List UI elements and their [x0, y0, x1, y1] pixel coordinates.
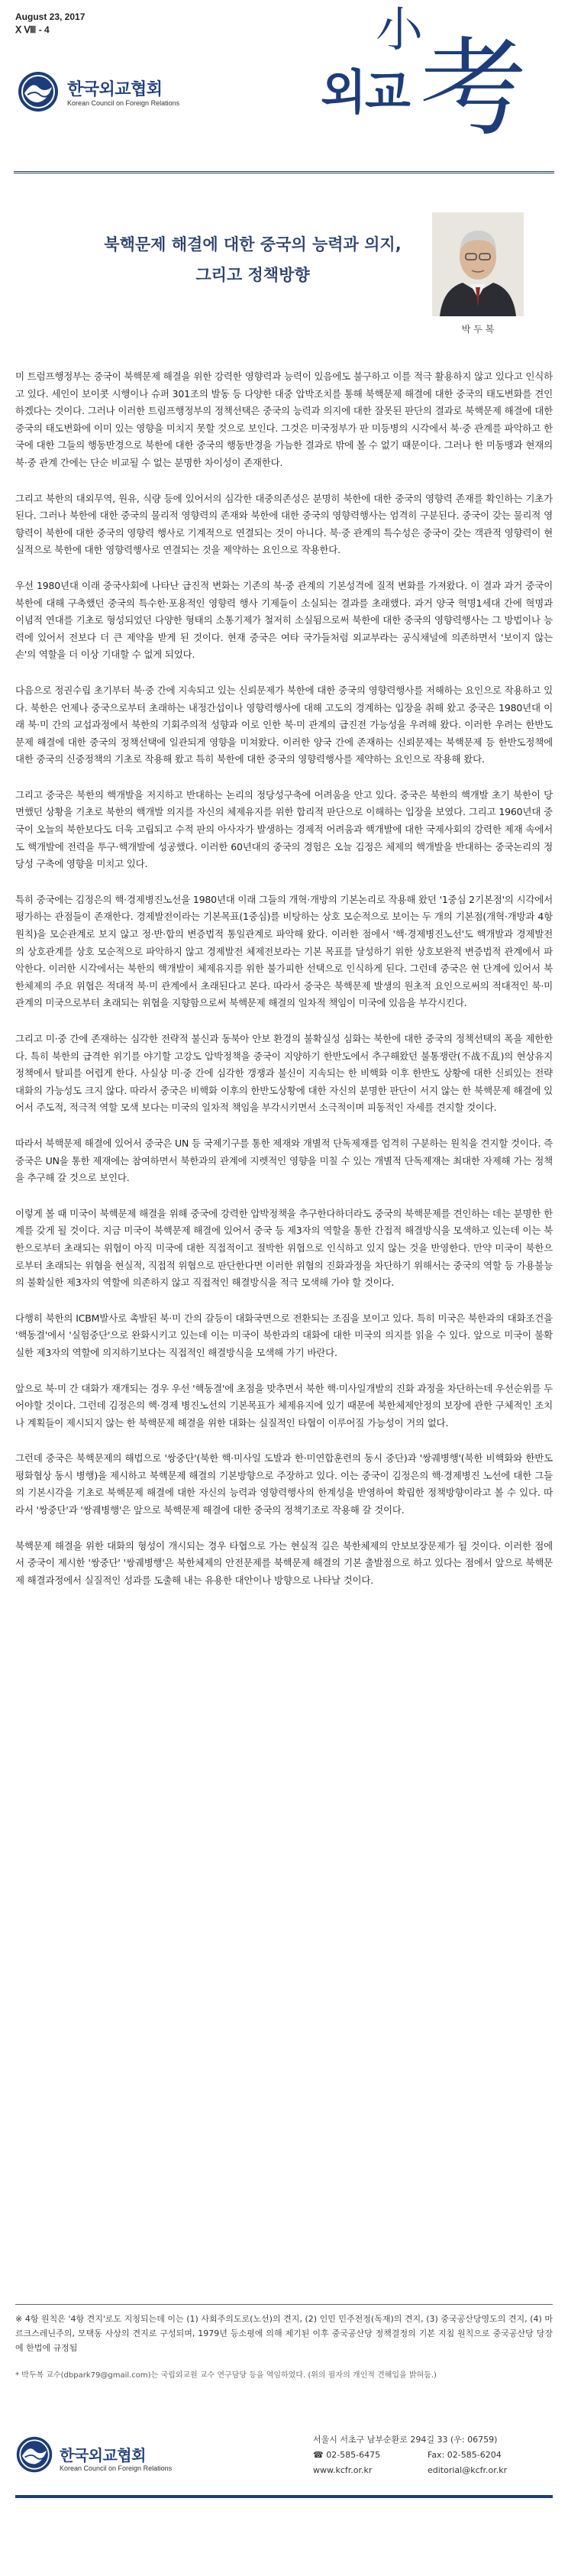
publication-brand [305, 2, 557, 151]
org-name: 한국외교협회 [67, 80, 163, 99]
article-paragraph: 다행히 북한의 ICBM발사로 촉발된 북·미 간의 갈등이 대화국면으로 전환되는 조짐을 보이고 있다. 특히 미국은 북한과의 대화조건을 '핵동결'에서 '실험중단'으로 완화시키고 있는데 이는 미국이 북한과의 대화에 대한 미국의 의지를 읽을 수 있다. 앞으로 미국이 불확실한 제3자의 역할에 의지하기보다는 직접적인 해결방식을 모색해 가기 바란다. [15, 1312, 553, 1358]
footer-web-email-row [313, 2463, 557, 2478]
org-english-name: Korean Council on Foreign Relations [67, 99, 180, 107]
article-paragraph: 특히 중국에는 김정은의 핵·경제병진노선을 1980년대 이래 그들의 개혁·개방의 기본논리로 작용해 왔던 '1중심 2기본점'의 시각에서 평가하는 관점들이 존재한다. 경제발전이라는 기본목표(1중심)를 비탕하는 상호 모순적으로 보이는 두 개의 기본점(개혁·개방과 4항 원칙)을 모순관계로 보지 않고 정·반·합의 변증법적 통일관계로 파악해 왔다. 이러한 점에서 '핵·경제병진노선'도 핵개발과 경제발전의 상호관계를 상호 모순적으로 파악하지 않고 경제발전 체제전보라는 기본 목표를 달성하기 위한 상호보완적 변증법적 관계에서 파악한다. 이러한 시각에서는 북한의 핵개발이 체제유지를 위한 불가피한 선택으로 인식하게 된다. 그런데 중국은 현 단계에 있어서 북한체제의 주요 위협은 적대적 북·미 관계에서 초래된다고 본다. 따라서 중국은 북핵문제 발생의 원초적 요인으로써의 적대적인 북·미 관계의 미국으로부터 초래되는 위협을 지향함으로써 북핵문제 해결의 일차적 책임이 미국에 있음을 부각시킨다. [15, 893, 553, 1009]
org-emblem-icon [15, 2435, 53, 2474]
article-paragraph: 그리고 북한의 대외무역, 원유, 식량 등에 있어서의 심각한 대중의존성은 분명히 북한에 대한 중국의 영향력 존재를 확인하는 기초가 된다. 그러나 북한에 대한 중국의 물리적 영향력의 존재와 북한에 대한 중국의 영향력행사는 엄격히 구분된다. 중국이 갖는 물리적 영향력이 북한에 대한 중국의 영향력 행사로 기계적으로 연결되는 것이 아니다. 북·중 관계의 특수성은 중국이 갖는 객관적 영향력이 현실적으로 북한에 대한 영향력행사로 연결되는 것을 제약하는 요인으로 작용한다. [15, 492, 553, 556]
footer-address: 서울시 서초구 남부순환로 294길 33 (우: 06759) [313, 2435, 498, 2445]
footer-bar [15, 2495, 553, 2498]
article-title-line-1: 북핵문제 해결에 대한 중국의 능력과 의지, [104, 235, 402, 254]
footer-fax: Fax: 02-585-6204 [428, 2450, 502, 2460]
article-title-line-2: 그리고 정책방향 [195, 266, 310, 284]
footnote-divider [15, 2304, 553, 2305]
article-paragraph: 이렇게 볼 때 미국이 북핵문제 해결을 위해 중국에 강력한 압박정책을 추구한다하더라도 중국의 북핵문제를 견인하는 데는 분명한 한계를 갖게 될 것이다. 지금 미국이 북핵문제 해결에 있어서 중국 등 제3자의 역할을 통한 간접적 해결방식을 모색하고 있는데 이는 북한으로부터 초래되는 위협이 아직 미국에 대한 직접적이고 절박한 위협으로 인식하고 있지 않는 것을 반영한다. 만약 미국이 북한으로부터 초래되는 위협을 현실적, 직접적 위협으로 판단한다면 이러한 위협의 진화과정을 차단하기 위해서는 중국의 역할 등 가용불능의 불확실한 제3자의 역할에 의존하지 않고 직접적인 해결방식을 적극 모색해 가야 할 것이다. [15, 1207, 553, 1289]
footer-org-logo [15, 2435, 244, 2481]
brand-small-char: 小 [376, 2, 424, 57]
page-footer [15, 2422, 553, 2506]
article-paragraph: 앞으로 북·미 간 대화가 재개되는 경우 우선 '핵동결'에 초점을 맞추면서 북한 핵·미사일개발의 진화 과정을 차단하는데 우선순위를 두어야할 것이다. 그런데 김정은의 핵·경제 병진노선의 기본목표가 체제유지에 있기 때문에 북한체제안정의 보장에 관한 구체적인 조치나 계획들이 제시되지 않는 한 북핵문제 해결을 위한 대화는 실질적인 타협이 이루어질 가능성이 거의 없다. [15, 1382, 553, 1429]
org-emblem-icon [17, 70, 60, 113]
author-note: * 박두복 교수(dbpark79@gmail.com)는 국립외교원 교수 연구담당 등을 역임하였다. (위의 필자의 개인적 견해입을 밝혀둠.) [15, 2371, 437, 2380]
footer-phone: ☎ 02-585-6475 [313, 2450, 381, 2460]
article-footnote: ※ 4항 원칙은 '4항 견지'로도 지칭되는데 이는 (1) 사회주의도로(노선)의 견지, (2) 인민 민주전정(독재)의 견지, (3) 중국공산당영도의 견지, (4) 마르크스레닌주의, 모택동 사상의 견지로 구성되며, 1979년 등소평에 의해 제기된 이후 중국공산당 정책결정의 기본 지침 원칙으로 중국공산당 당장에 한법에 규정됨 [15, 2314, 553, 2353]
header-divider [14, 171, 554, 173]
article-paragraph: 따라서 북핵문제 해결에 있어서 중국은 UN 등 국제기구를 통한 제재와 개별적 단독제재를 엄격히 구분하는 원칙을 견지할 것이다. 즉 중국은 UN을 통한 제재에는 참여하면서 북한과의 관계에 지렛적인 영향을 미칠 수 있는 개별적 단독제재는 최대한 자제해 가는 정책을 추구해 갈 것으로 보인다. [15, 1137, 553, 1184]
footer-email-link[interactable]: editorial@kcfr.or.kr [428, 2465, 508, 2475]
issue-volume: Ⅹ Ⅷ - 4 [15, 24, 50, 35]
article-paragraph: 그리고 중국은 북한의 핵개발을 저지하고 반대하는 논리의 정당성구축에 어려움을 안고 있다. 중국은 북한의 핵개발 초기 북한이 당면했던 상황을 기초로 북한의 핵개발 의지를 자신의 체제유지를 위한 합리적 판단으로 이해하는 입장을 보였다. 그리고 1960년대 중국이 오늘의 북한보다도 더욱 고립되고 수적 판의 아사자가 발생하는 경제적 어려움과 핵개발에 대한 국제사회의 강력한 제재 속에서도 핵개발에 전력을 투구·핵개발에 성공했다. 이러한 60년대의 중국의 경험은 오늘 김정은 체제의 핵개발을 반대하는 중국논리의 정당성 구축에 영향을 미치고 있다. [15, 788, 553, 870]
brand-big-char: 考 [420, 27, 528, 151]
org-logo [17, 70, 246, 116]
footer-phone-fax-row [313, 2448, 557, 2463]
article-paragraph: 미 트럼프행정부는 중국이 북핵문제 해결을 위한 강력한 영향력과 능력이 있음에도 불구하고 이를 적극 활용하지 않고 있다고 인식하고 있다. 세인이 보이콧 시행이나 슈퍼 301조의 발동 등 다양한 대중 압박조치를 통해 북핵문제 해결에 대한 중국의 태도변화를 견인하겠다는 것이다. 그러나 이러한 트럼프행정부의 정책선택은 중국의 능력과 의지에 대한 잘못된 판단의 결과로 북핵문제 해결에 대한 중국의 태도변화에 이미 있는 영향을 미치지 못할 것으로 보인다. 그것은 미국정부가 판 미등병의 시각에서 북·중 관계를 파악하고 한국에 대한 그들의 행동반경으로 북한에 대한 중국의 행동반경을 가늠한 결과로 밖에 볼 수 없기 때문이다. 그러나 한 미동맹과 현재의 북·중 관계 간에는 단순 비교될 수 없는 분명한 차이성이 존재한다. [15, 371, 553, 468]
article-paragraph: 우선 1980년대 이래 중국사회에 나타난 급진적 변화는 기존의 북·중 관계의 기본성격에 질적 변화를 가져왔다. 이 결과 과거 중국이 북한에 대해 구축했던 중국의 특수한·포용적인 영향력 행사 기제들이 소실되는 결과를 초래했다. 과거 양국 혁명1세대 간에 혁명과 이념적 연대를 기초로 형성되었던 다양한 형태의 소통기제가 철저히 소실됨으로써 북한에 대한 중국의 영향력행사는 그 방법이나 능력에 있어서 전보다 더 큰 제약을 받게 된 것이다. 현재 중국은 여타 국가들처럼 외교부라는 공식채널에 의존하면서 '보이지 않는 손'의 역할을 더 이상 기대할 수 없게 되었다. [15, 579, 553, 661]
article-paragraph: 다음으로 정권수립 초기부터 북·중 간에 지속되고 있는 신뢰문제가 북한에 대한 중국의 영향력행사를 저해하는 요인으로 작용하고 있다. 북한은 언제나 중국으로부터 초래하는 내정간섭이나 영향력행사에 대해 고도의 경계하는 입장을 취해 왔고 중국은 1980년대 이래 북·미 간의 교섭과정에서 북한의 기회주의적 성향과 이로 인한 북·미 관계의 급진전 가능성을 우려해 왔다. 이러한 우려는 한반도문제 해결에 대한 중국의 정책선택에 일관되게 영향을 미쳐왔다. 이러한 양국 간에 존재하는 신뢰문제는 북핵문제 등 한반도정책에 대한 중국의 신중정책의 기초로 작용해 왔고 특히 북한에 대한 중국의 영향력행사를 제약하는 요인으로 작용해 왔다. [15, 684, 553, 765]
footer-org-name: 한국외교협회 [60, 2446, 146, 2464]
issue-date: August 23, 2017 [15, 11, 86, 22]
article-paragraph: 북핵문제 해결을 위한 대화의 형성이 개시되는 경우 타협으로 가는 현실적 길은 북한체제의 안보보장문제가 될 것이다. 이러한 점에서 중국이 제시한 '쌍중단' '쌍궤병행'은 북한체제의 안전문제를 북핵문제 해결의 기본 출발점으로 하고 있다는 점에서 앞으로 북핵문제 해결과정에서 실질적인 성과를 도출해 내는 유용한 대안이나 방향으로 나타날 것이다. [15, 1539, 553, 1586]
footer-website-link[interactable]: www.kcfr.or.kr [313, 2465, 373, 2475]
author-photo [432, 212, 524, 316]
article-paragraph: 그런데 중국은 북핵문제의 해법으로 '쌍중단'(북한 핵·미사일 도발과 한·미연합훈련의 동시 중단)과 '쌍궤병행'(북한 비핵화와 한반도 평화협상 동시 병행)을 제시하고 북핵문제 해결의 기본방향으로 주장하고 있다. 이는 중국이 김정은의 핵·경제병진 노선에 대한 그들의 기본시각을 기초로 북핵문제 해결에 대한 자신의 능력과 영향력행사의 한계성을 반영하여 확립한 정책방향이라고 볼 수 있다. 따라서 '쌍중단'과 '쌍궤병행'은 앞으로 북핵문제 해결에 대한 중국의 정책기조로 작용해 갈 것이다. [15, 1452, 553, 1516]
footer-contact [313, 2432, 557, 2478]
author-name: 박 두 복 [461, 324, 495, 335]
article-title [73, 229, 432, 290]
brand-main-word: 외교 [321, 64, 409, 120]
article-paragraph: 그리고 미·중 간에 존재하는 심각한 전략적 불신과 동북아 안보 환경의 불확실성 심화는 북한에 대한 중국의 정책선택의 폭을 제한한다. 특히 북한의 급격한 위기를 야기할 고강도 압박정책을 중국이 지양하기 한반도에서 추구해왔던 불통쟁란(不战不乱)의 현상유지정책에서 탈피를 어렵게 한다. 사실상 미·중 간에 심각한 갱쟁과 불신이 지속되는 한 비핵화 이후 한반도 상황에 대한 신뢰있는 전략대화의 가능성도 크지 않다. 따라서 중국은 비핵화 이후의 한반도상황에 대한 자신의 분명한 판단이 서지 않는 한 북핵문제 해결에 있어서 주도적, 적극적 역할 모색 보다는 미국의 일차적 책임을 부각시키면서 소극적이며 피동적인 자세를 견지할 것이다. [15, 1033, 553, 1114]
article-body [15, 368, 553, 1607]
footer-org-english-name: Korean Council on Foreign Relations [60, 2464, 173, 2472]
